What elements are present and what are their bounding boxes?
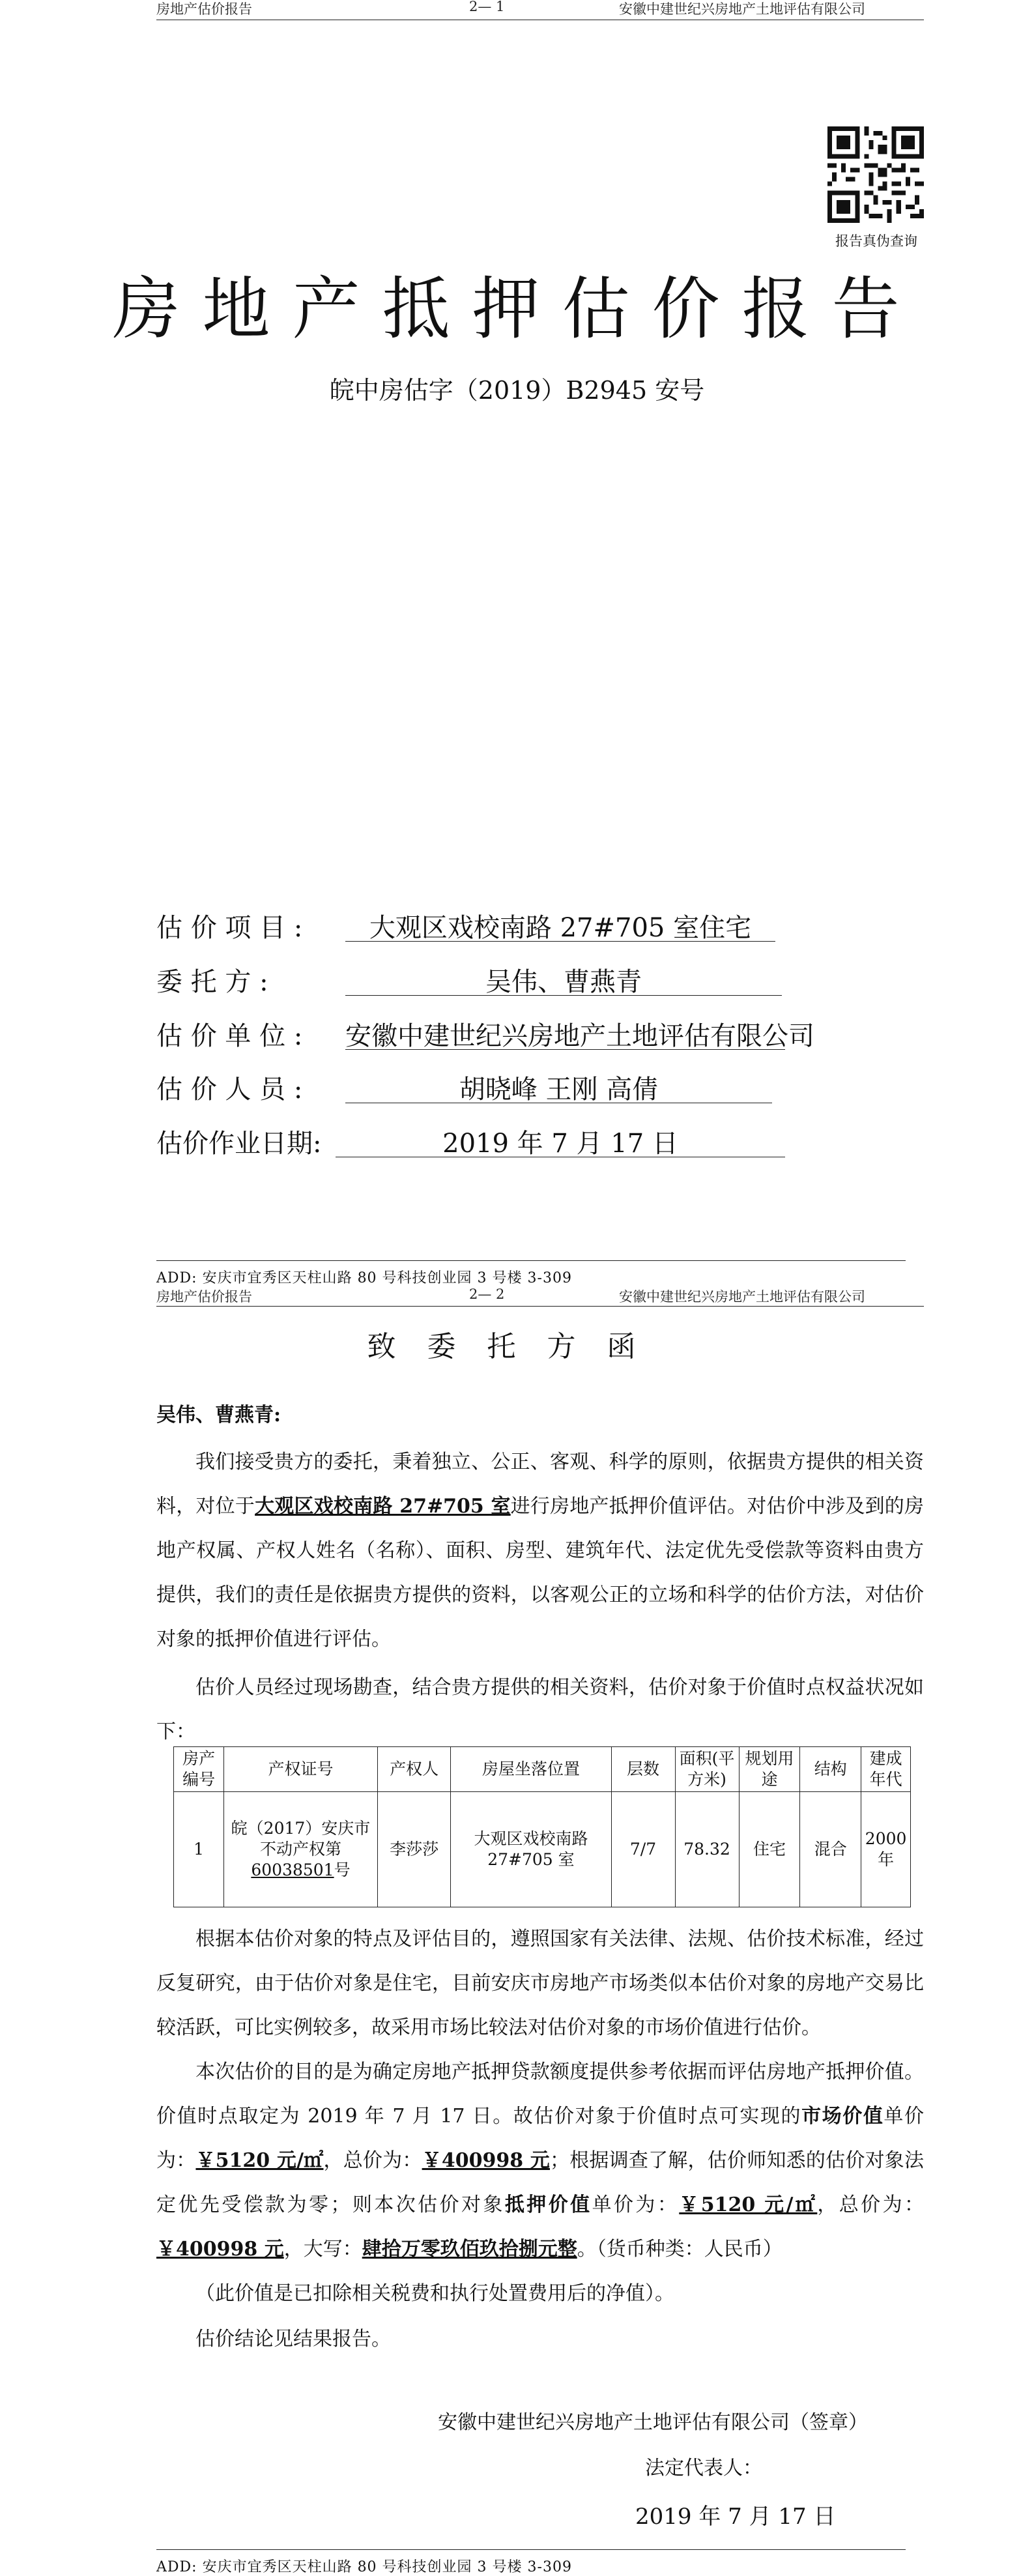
signature-date: 2019 年 7 月 17 日 bbox=[635, 2504, 836, 2530]
cell-certificate-suffix: 号 bbox=[334, 1860, 351, 1879]
mortgage-unit-price: ￥5120 元/㎡ bbox=[679, 2193, 818, 2216]
cell-structure: 混合 bbox=[800, 1792, 861, 1907]
table-header-cell: 房屋坐落位置 bbox=[451, 1747, 611, 1792]
page2-header-right: 安徽中建世纪兴房地产土地评估有限公司 bbox=[619, 1289, 865, 1305]
paragraph-1 bbox=[156, 1440, 924, 1662]
signature-legal-representative: 法定代表人： bbox=[645, 2457, 762, 2480]
paragraph-4-text-d: ；根据调查了解，估价师知悉的估价对象法定优先受偿款为零；则本次估价对象 bbox=[156, 2149, 925, 2216]
cell-certificate-number bbox=[224, 1792, 378, 1907]
paragraph-2: 估价人员经过现场勘查，结合贵方提供的相关资料，估价对象于价值时点权益状况如下： bbox=[156, 1676, 924, 1743]
market-total-price: ￥400998 元 bbox=[422, 2149, 550, 2172]
mortgage-total-price: ￥400998 元 bbox=[156, 2238, 284, 2261]
paragraph-4-text-c: ，总价为： bbox=[323, 2149, 422, 2172]
cell-owner: 李莎莎 bbox=[377, 1792, 451, 1907]
table-header-cell: 规划用途 bbox=[739, 1747, 800, 1792]
salutation: 吴伟、曹燕青: bbox=[156, 1404, 281, 1426]
paragraph-4-text-g: ，大写： bbox=[283, 2238, 362, 2261]
table-header-cell: 结构 bbox=[800, 1747, 861, 1792]
table-row bbox=[174, 1792, 911, 1907]
page1-footer-address: ADD: 安庆市宜秀区天柱山路 80 号科技创业园 3 号楼 3-309 bbox=[156, 1270, 572, 1286]
page1-header-page-number: 2— 1 bbox=[469, 0, 505, 14]
paragraph-6: 估价结论见结果报告。 bbox=[195, 2328, 391, 2351]
paragraph-4-text-h: 。（货币种类：人民币） bbox=[577, 2238, 783, 2261]
qr-caption: 报告真伪查询 bbox=[835, 233, 917, 249]
table-header-cell: 产权人 bbox=[377, 1747, 451, 1792]
page1-footer-rule bbox=[156, 1260, 906, 1261]
field-project-label: 估 价 项 目 : bbox=[156, 913, 303, 943]
table-header-cell: 面积(平方米) bbox=[675, 1747, 739, 1792]
page2-footer-rule bbox=[156, 2549, 906, 2550]
cell-area: 78.32 bbox=[675, 1792, 739, 1907]
page2-header-page-number: 2— 2 bbox=[469, 1286, 505, 1302]
table-header-cell: 产权证号 bbox=[224, 1747, 378, 1792]
field-agency-value: 安徽中建世纪兴房地产土地评估有限公司 bbox=[345, 1015, 785, 1050]
cell-use: 住宅 bbox=[739, 1792, 800, 1907]
field-appraisers-label: 估 价 人 员 : bbox=[156, 1075, 303, 1105]
mortgage-value-label: 抵押价值 bbox=[504, 2193, 592, 2216]
field-client-label: 委 托 方 : bbox=[156, 967, 268, 997]
cell-floors: 7/7 bbox=[611, 1792, 675, 1907]
paragraph-4-text-a: 本次估价的目的是为确定房地产抵押贷款额度提供参考依据而评估房地产抵押价值。价值时点取定为 2019 年 7 月 17 日。故估价对象于价值时点可实现的 bbox=[156, 2061, 924, 2128]
page2-header-left: 房地产估价报告 bbox=[156, 1289, 252, 1305]
field-appraisers-value: 胡晓峰 王刚 高倩 bbox=[345, 1069, 772, 1103]
paragraph-4 bbox=[156, 2050, 924, 2272]
page1-header-left: 房地产估价报告 bbox=[156, 1, 252, 17]
cell-certificate-serial: 60038501 bbox=[251, 1860, 334, 1879]
cell-location: 大观区戏校南路 27#705 室 bbox=[451, 1792, 611, 1907]
paragraph-4-text-f: ，总价为： bbox=[817, 2193, 925, 2216]
table-header-cell: 房产编号 bbox=[174, 1747, 224, 1792]
signature-company: 安徽中建世纪兴房地产土地评估有限公司（签章） bbox=[438, 2411, 868, 2434]
report-number: 皖中房估字（2019）B2945 安号 bbox=[329, 376, 705, 405]
report-title: 房地产抵押估价报告 bbox=[112, 269, 922, 349]
letter-title: 致委托方函 bbox=[367, 1330, 667, 1363]
paragraph-5: （此价值是已扣除相关税费和执行处置费用后的净值）。 bbox=[195, 2282, 674, 2305]
paragraph-3: 根据本估价对象的特点及评估目的，遵照国家有关法律、法规、估价技术标准，经过反复研究，由于估价对象是住宅，目前安庆市房地产市场类似本估价对象的房地产交易比较活跃，可比实例较多，故采用市场比较法对估价对象的市场价值进行估价。 bbox=[156, 1928, 924, 2039]
cell-year: 2000年 bbox=[861, 1792, 911, 1907]
paragraph-4-text-e: 单价为： bbox=[592, 2193, 680, 2216]
field-project-value: 大观区戏校南路 27#705 室住宅 bbox=[345, 907, 775, 942]
table-header-row bbox=[174, 1747, 911, 1792]
market-unit-price: ￥5120 元/㎡ bbox=[195, 2149, 324, 2172]
cell-property-number: 1 bbox=[174, 1792, 224, 1907]
paragraph-1-text-a: 我们接受贵方的委托，秉着独立、公正、客观、科学的原则，依据贵方提供的相关资料，对位于 bbox=[156, 1451, 924, 1518]
paragraph-4-text-b: 单价为： bbox=[156, 2105, 925, 2172]
field-date-value: 2019 年 7 月 17 日 bbox=[336, 1123, 785, 1157]
table-header-cell: 层数 bbox=[611, 1747, 675, 1792]
property-table bbox=[173, 1746, 911, 1907]
field-agency-label: 估 价 单 位 : bbox=[156, 1021, 303, 1051]
field-date-label: 估价作业日期: bbox=[156, 1129, 322, 1159]
page1-header-right: 安徽中建世纪兴房地产土地评估有限公司 bbox=[619, 1, 865, 17]
table-header-cell: 建成年代 bbox=[861, 1747, 911, 1792]
total-in-words: 肆拾万零玖佰玖拾捌元整 bbox=[362, 2238, 577, 2261]
page2-footer-address: ADD: 安庆市宜秀区天柱山路 80 号科技创业园 3 号楼 3-309 bbox=[156, 2559, 572, 2575]
qr-code-icon[interactable] bbox=[827, 126, 924, 223]
field-client-value: 吴伟、曹燕青 bbox=[345, 961, 782, 996]
page2-header-rule bbox=[156, 1306, 924, 1307]
paragraph-1-property-address: 大观区戏校南路 27#705 室 bbox=[255, 1495, 511, 1518]
paragraph-1-text-b: 进行房地产抵押价值评估。对估价中涉及到的房地产权属、产权人姓名（名称）、面积、房型、建筑年代、法定优先受偿款等资料由贵方提供，我们的责任是依据贵方提供的资料，以客观公正的立场和科学的估价方法，对估价对象的抵押价值进行评估。 bbox=[156, 1495, 925, 1651]
market-value-label: 市场价值 bbox=[801, 2105, 884, 2128]
cell-certificate-prefix: 皖（2017）安庆市不动产权第 bbox=[231, 1819, 371, 1859]
